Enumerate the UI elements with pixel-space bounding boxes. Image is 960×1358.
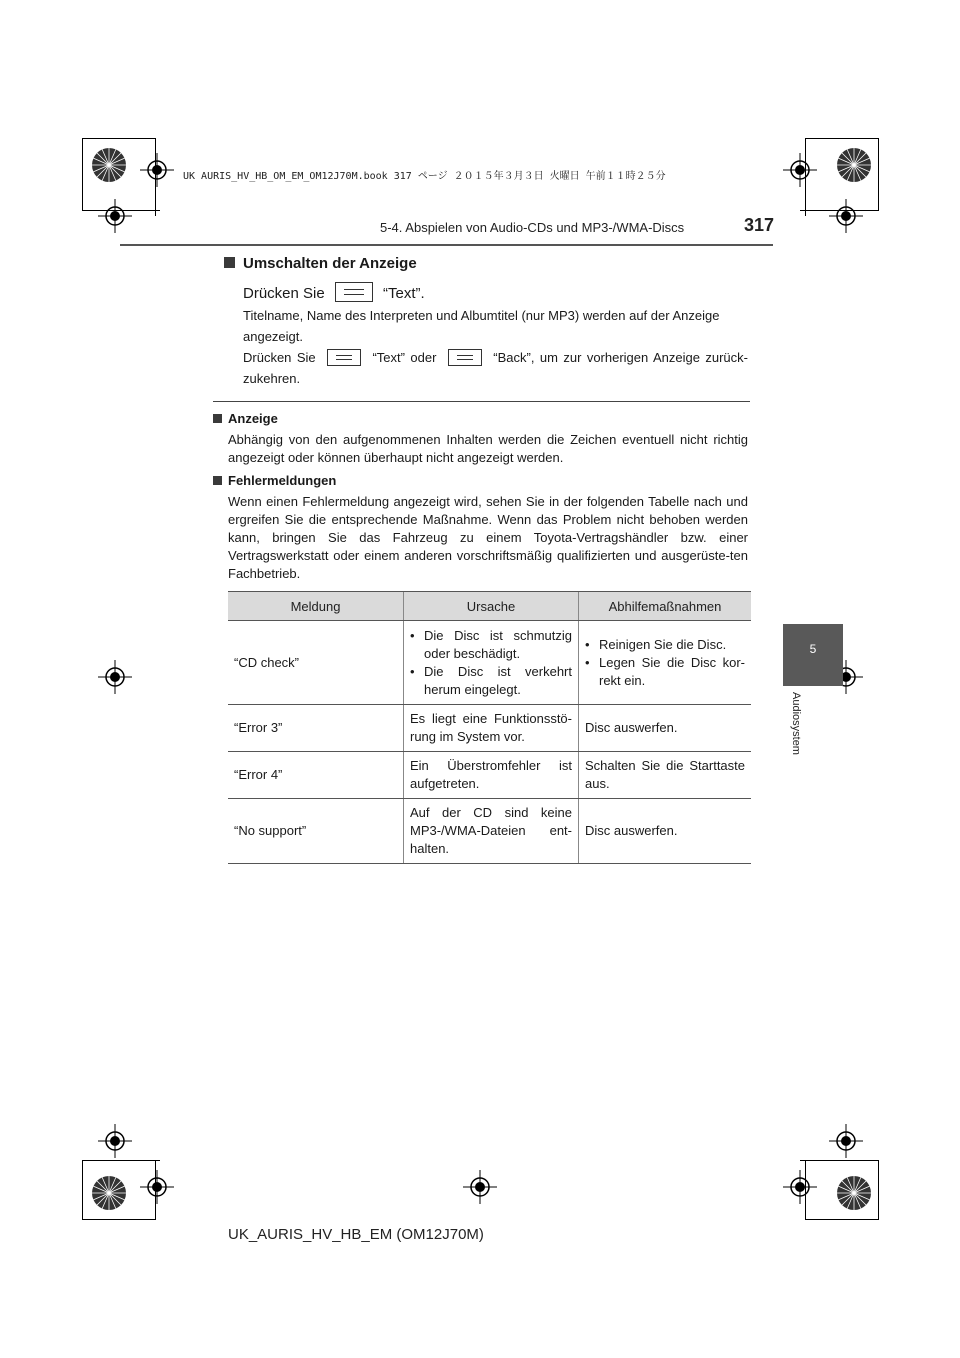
list-item: • Die Disc ist verkehrt herum eingelegt. [410, 663, 572, 699]
chapter-label-text: Audiosystem [790, 692, 802, 755]
remedy-cell [579, 621, 752, 705]
display-description: Titelname, Name des Interpreten und Albumtitel (nur MP3) werden auf der Anzeige angezeigt. [243, 308, 720, 344]
registration-mark-icon [783, 1170, 817, 1204]
page-number: 317 [744, 215, 775, 235]
screen-button-icon [448, 349, 482, 366]
section-divider [213, 401, 750, 402]
note-heading-display [213, 411, 278, 426]
section-heading-text: Umschalten der Anzeige [243, 255, 417, 272]
table-row [228, 621, 751, 705]
column-header: Meldung [228, 592, 404, 621]
registration-mark-icon [829, 199, 863, 233]
return-back-option: “Back”, um zur vorherigen Anzeige zurück-zukehren. [243, 350, 748, 386]
registration-mark-icon [463, 1170, 497, 1204]
press-prefix: Drücken Sie [243, 285, 325, 302]
message-cell: “CD check” [228, 621, 404, 705]
starburst-mark-icon [91, 1175, 127, 1211]
screen-button-icon [335, 282, 373, 302]
chapter-label [790, 692, 806, 772]
list-item: • Reinigen Sie die Disc. [585, 636, 745, 654]
cause-cell [404, 621, 579, 705]
list-item: • Die Disc ist schmutzig oder beschädigt. [410, 627, 572, 663]
table-row [228, 752, 751, 799]
square-bullet-icon [213, 414, 222, 423]
starburst-mark-icon [91, 147, 127, 183]
registration-mark-icon [140, 153, 174, 187]
press-text-instruction [243, 282, 425, 302]
print-info: UK AURIS_HV_HB_OM_EM_OM12J70M.book 317 ページ ２０１５年３月３日 火曜日 午前１１時２５分 [183, 171, 666, 182]
running-head: 5-4. Abspielen von Audio-CDs und MP3-/WMA-Discs [380, 220, 685, 235]
remedy-cell: Schalten Sie die Starttaste aus. [579, 752, 752, 799]
table-row [228, 705, 751, 752]
note-heading-text: Anzeige [228, 411, 278, 426]
note-body-errors: Wenn einen Fehlermeldung angezeigt wird, sehen Sie in der folgenden Tabelle nach und ergreifen Sie die entsprechende Maßnahme. Wenn das Problem nicht behoben werden kann, bringen Sie das Fahrzeug zu einem Toyota-Vertragshändler bzw. einer Vertragswerkstatt oder einem anderen vorschriftsmäßig qualifizierten und ausgerüste-ten Fachbetrieb. [228, 494, 748, 581]
registration-mark-icon [829, 1124, 863, 1158]
cause-cell: Auf der CD sind keine MP3-/WMA-Dateien ent-halten. [404, 799, 579, 864]
header-rule [120, 244, 773, 246]
message-cell: “No support” [228, 799, 404, 864]
table-header-row [228, 592, 751, 621]
registration-mark-icon [98, 660, 132, 694]
document-code: UK_AURIS_HV_HB_EM (OM12J70M) [228, 1226, 484, 1243]
note-heading-text: Fehlermeldungen [228, 473, 337, 488]
registration-mark-icon [98, 199, 132, 233]
error-message-table [228, 591, 751, 864]
registration-mark-icon [98, 1124, 132, 1158]
column-header: Abhilfemaßnahmen [579, 592, 752, 621]
note-body-display: Abhängig von den aufgenommenen Inhalten werden die Zeichen eventuell nicht richtig angezeigt oder können überhaupt nicht angezeigt werden. [228, 432, 748, 465]
message-cell: “Error 4” [228, 752, 404, 799]
starburst-mark-icon [836, 147, 872, 183]
column-header: Ursache [404, 592, 579, 621]
list-item: • Legen Sie die Disc kor-rekt ein. [585, 654, 745, 690]
square-bullet-icon [213, 476, 222, 485]
chapter-tab [783, 624, 843, 686]
cause-cell: Ein Überstromfehler ist aufgetreten. [404, 752, 579, 799]
return-instruction [243, 347, 748, 389]
remedy-cell: Disc auswerfen. [579, 799, 752, 864]
cause-cell: Es liegt eine Funktionsstö-rung im System vor. [404, 705, 579, 752]
registration-mark-icon [140, 1170, 174, 1204]
starburst-mark-icon [836, 1175, 872, 1211]
message-cell: “Error 3” [228, 705, 404, 752]
square-bullet-icon [224, 257, 235, 268]
section-heading [224, 255, 417, 272]
screen-button-icon [327, 349, 361, 366]
return-text-option: “Text” oder [372, 350, 437, 365]
return-prefix: Drücken Sie [243, 350, 316, 365]
chapter-number: 5 [809, 642, 817, 656]
press-target: “Text”. [383, 285, 425, 302]
remedy-cell: Disc auswerfen. [579, 705, 752, 752]
table-row [228, 799, 751, 864]
registration-mark-icon [783, 153, 817, 187]
note-heading-errors [213, 473, 336, 488]
